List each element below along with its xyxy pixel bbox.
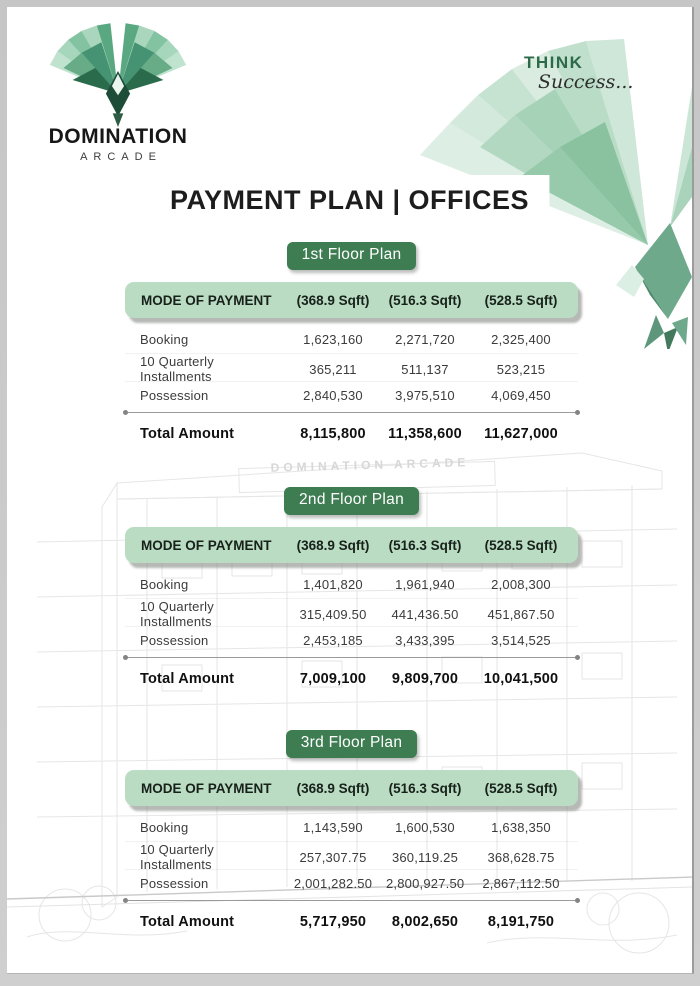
total-value: 8,115,800 — [300, 426, 366, 442]
total-row — [125, 417, 578, 451]
row-value: 523,215 — [496, 361, 546, 377]
col-size-3: (528.5 Sqft) — [484, 780, 558, 796]
table-row — [125, 842, 578, 870]
page-title: PAYMENT PLAN | OFFICES — [150, 175, 549, 226]
table-row — [125, 599, 578, 627]
total-value: 11,358,600 — [388, 426, 462, 442]
floor-badge-3: 3rd Floor Plan — [286, 730, 418, 758]
row-value: 1,961,940 — [395, 577, 455, 592]
total-divider — [125, 412, 578, 413]
row-value: 441,436.50 — [391, 606, 459, 622]
row-value: 451,867.50 — [487, 606, 555, 622]
row-label: Possession — [140, 633, 209, 648]
total-row — [125, 905, 578, 939]
row-value: 315,409.50 — [299, 606, 367, 622]
total-label: Total Amount — [140, 426, 235, 442]
tagline-think: THINK — [524, 53, 584, 72]
floor-badge-1: 1st Floor Plan — [287, 242, 417, 270]
total-row — [125, 662, 578, 696]
floor-section-1 — [125, 242, 578, 451]
table-body — [125, 571, 578, 654]
total-value: 5,717,950 — [299, 914, 367, 930]
row-value: 1,623,160 — [303, 332, 363, 347]
col-mode-of-payment: MODE OF PAYMENT — [141, 537, 272, 553]
row-value: 2,008,300 — [491, 577, 551, 592]
row-value: 1,638,350 — [491, 820, 551, 835]
floor-badge-2: 2nd Floor Plan — [284, 487, 419, 515]
row-value: 1,401,820 — [303, 577, 363, 592]
row-label: 10 Quarterly Installments — [140, 842, 214, 872]
total-divider — [125, 900, 578, 901]
table-row — [125, 870, 578, 897]
table-row — [125, 814, 578, 842]
row-label: 10 Quarterly Installments — [140, 354, 214, 384]
col-size-1: (368.9 Sqft) — [296, 780, 370, 796]
row-label: Possession — [140, 876, 209, 891]
row-value: 360,119.25 — [391, 849, 459, 865]
table-header — [125, 770, 578, 806]
total-divider — [125, 657, 578, 658]
col-size-3: (528.5 Sqft) — [484, 537, 558, 553]
row-label: Booking — [140, 332, 189, 347]
table-header — [125, 527, 578, 563]
total-label: Total Amount — [140, 671, 235, 687]
table-row — [125, 627, 578, 654]
table-body — [125, 326, 578, 409]
row-label: Possession — [140, 388, 209, 403]
row-value: 2,001,282.50 — [293, 876, 373, 891]
col-mode-of-payment: MODE OF PAYMENT — [141, 780, 272, 796]
col-size-2: (516.3 Sqft) — [388, 780, 462, 796]
row-value: 2,453,185 — [303, 633, 363, 648]
total-value: 8,002,650 — [391, 914, 459, 930]
total-value: 8,191,750 — [487, 914, 555, 930]
col-size-2: (516.3 Sqft) — [388, 537, 462, 553]
floor-section-2 — [125, 487, 578, 696]
table-row — [125, 382, 578, 409]
row-label: Booking — [140, 577, 189, 592]
row-value: 1,143,590 — [303, 820, 363, 835]
row-value: 365,211 — [309, 361, 357, 377]
row-value: 511,137 — [401, 361, 449, 377]
table-body — [125, 814, 578, 897]
brand-name: DOMINATION — [48, 125, 188, 148]
table-row — [125, 326, 578, 354]
row-value: 3,514,525 — [491, 633, 551, 648]
total-label: Total Amount — [140, 914, 235, 930]
row-value: 368,628.75 — [487, 849, 555, 865]
table-row — [125, 354, 578, 382]
tagline-success: Success... — [538, 71, 634, 93]
row-value: 3,975,510 — [395, 388, 455, 403]
floor-section-3 — [125, 730, 578, 939]
row-value: 2,867,112.50 — [482, 876, 560, 891]
row-value: 2,840,530 — [303, 388, 363, 403]
tagline — [524, 53, 674, 93]
col-mode-of-payment: MODE OF PAYMENT — [141, 292, 272, 308]
row-value: 4,069,450 — [491, 388, 551, 403]
total-value: 9,809,700 — [391, 671, 459, 687]
table-row — [125, 571, 578, 599]
table-header — [125, 282, 578, 318]
flyer-page — [7, 7, 694, 974]
row-value: 2,271,720 — [395, 332, 455, 347]
brand-logo — [33, 21, 203, 163]
total-value: 11,627,000 — [484, 426, 558, 442]
eagle-logo-icon — [39, 21, 197, 127]
col-size-3: (528.5 Sqft) — [484, 292, 558, 308]
row-value: 3,433,395 — [395, 633, 455, 648]
row-label: Booking — [140, 820, 189, 835]
col-size-1: (368.9 Sqft) — [296, 537, 370, 553]
col-size-2: (516.3 Sqft) — [388, 292, 462, 308]
total-value: 10,041,500 — [483, 671, 559, 687]
col-size-1: (368.9 Sqft) — [296, 292, 370, 308]
row-value: 257,307.75 — [299, 849, 367, 865]
row-value: 2,800,927.50 — [386, 876, 465, 891]
brand-subtitle: ARCADE — [80, 151, 162, 163]
watermark-building-label: DOMINATION ARCADE — [270, 455, 470, 475]
total-value: 7,009,100 — [299, 671, 367, 687]
row-value: 2,325,400 — [491, 332, 551, 347]
row-label: 10 Quarterly Installments — [140, 599, 214, 629]
row-value: 1,600,530 — [395, 820, 455, 835]
